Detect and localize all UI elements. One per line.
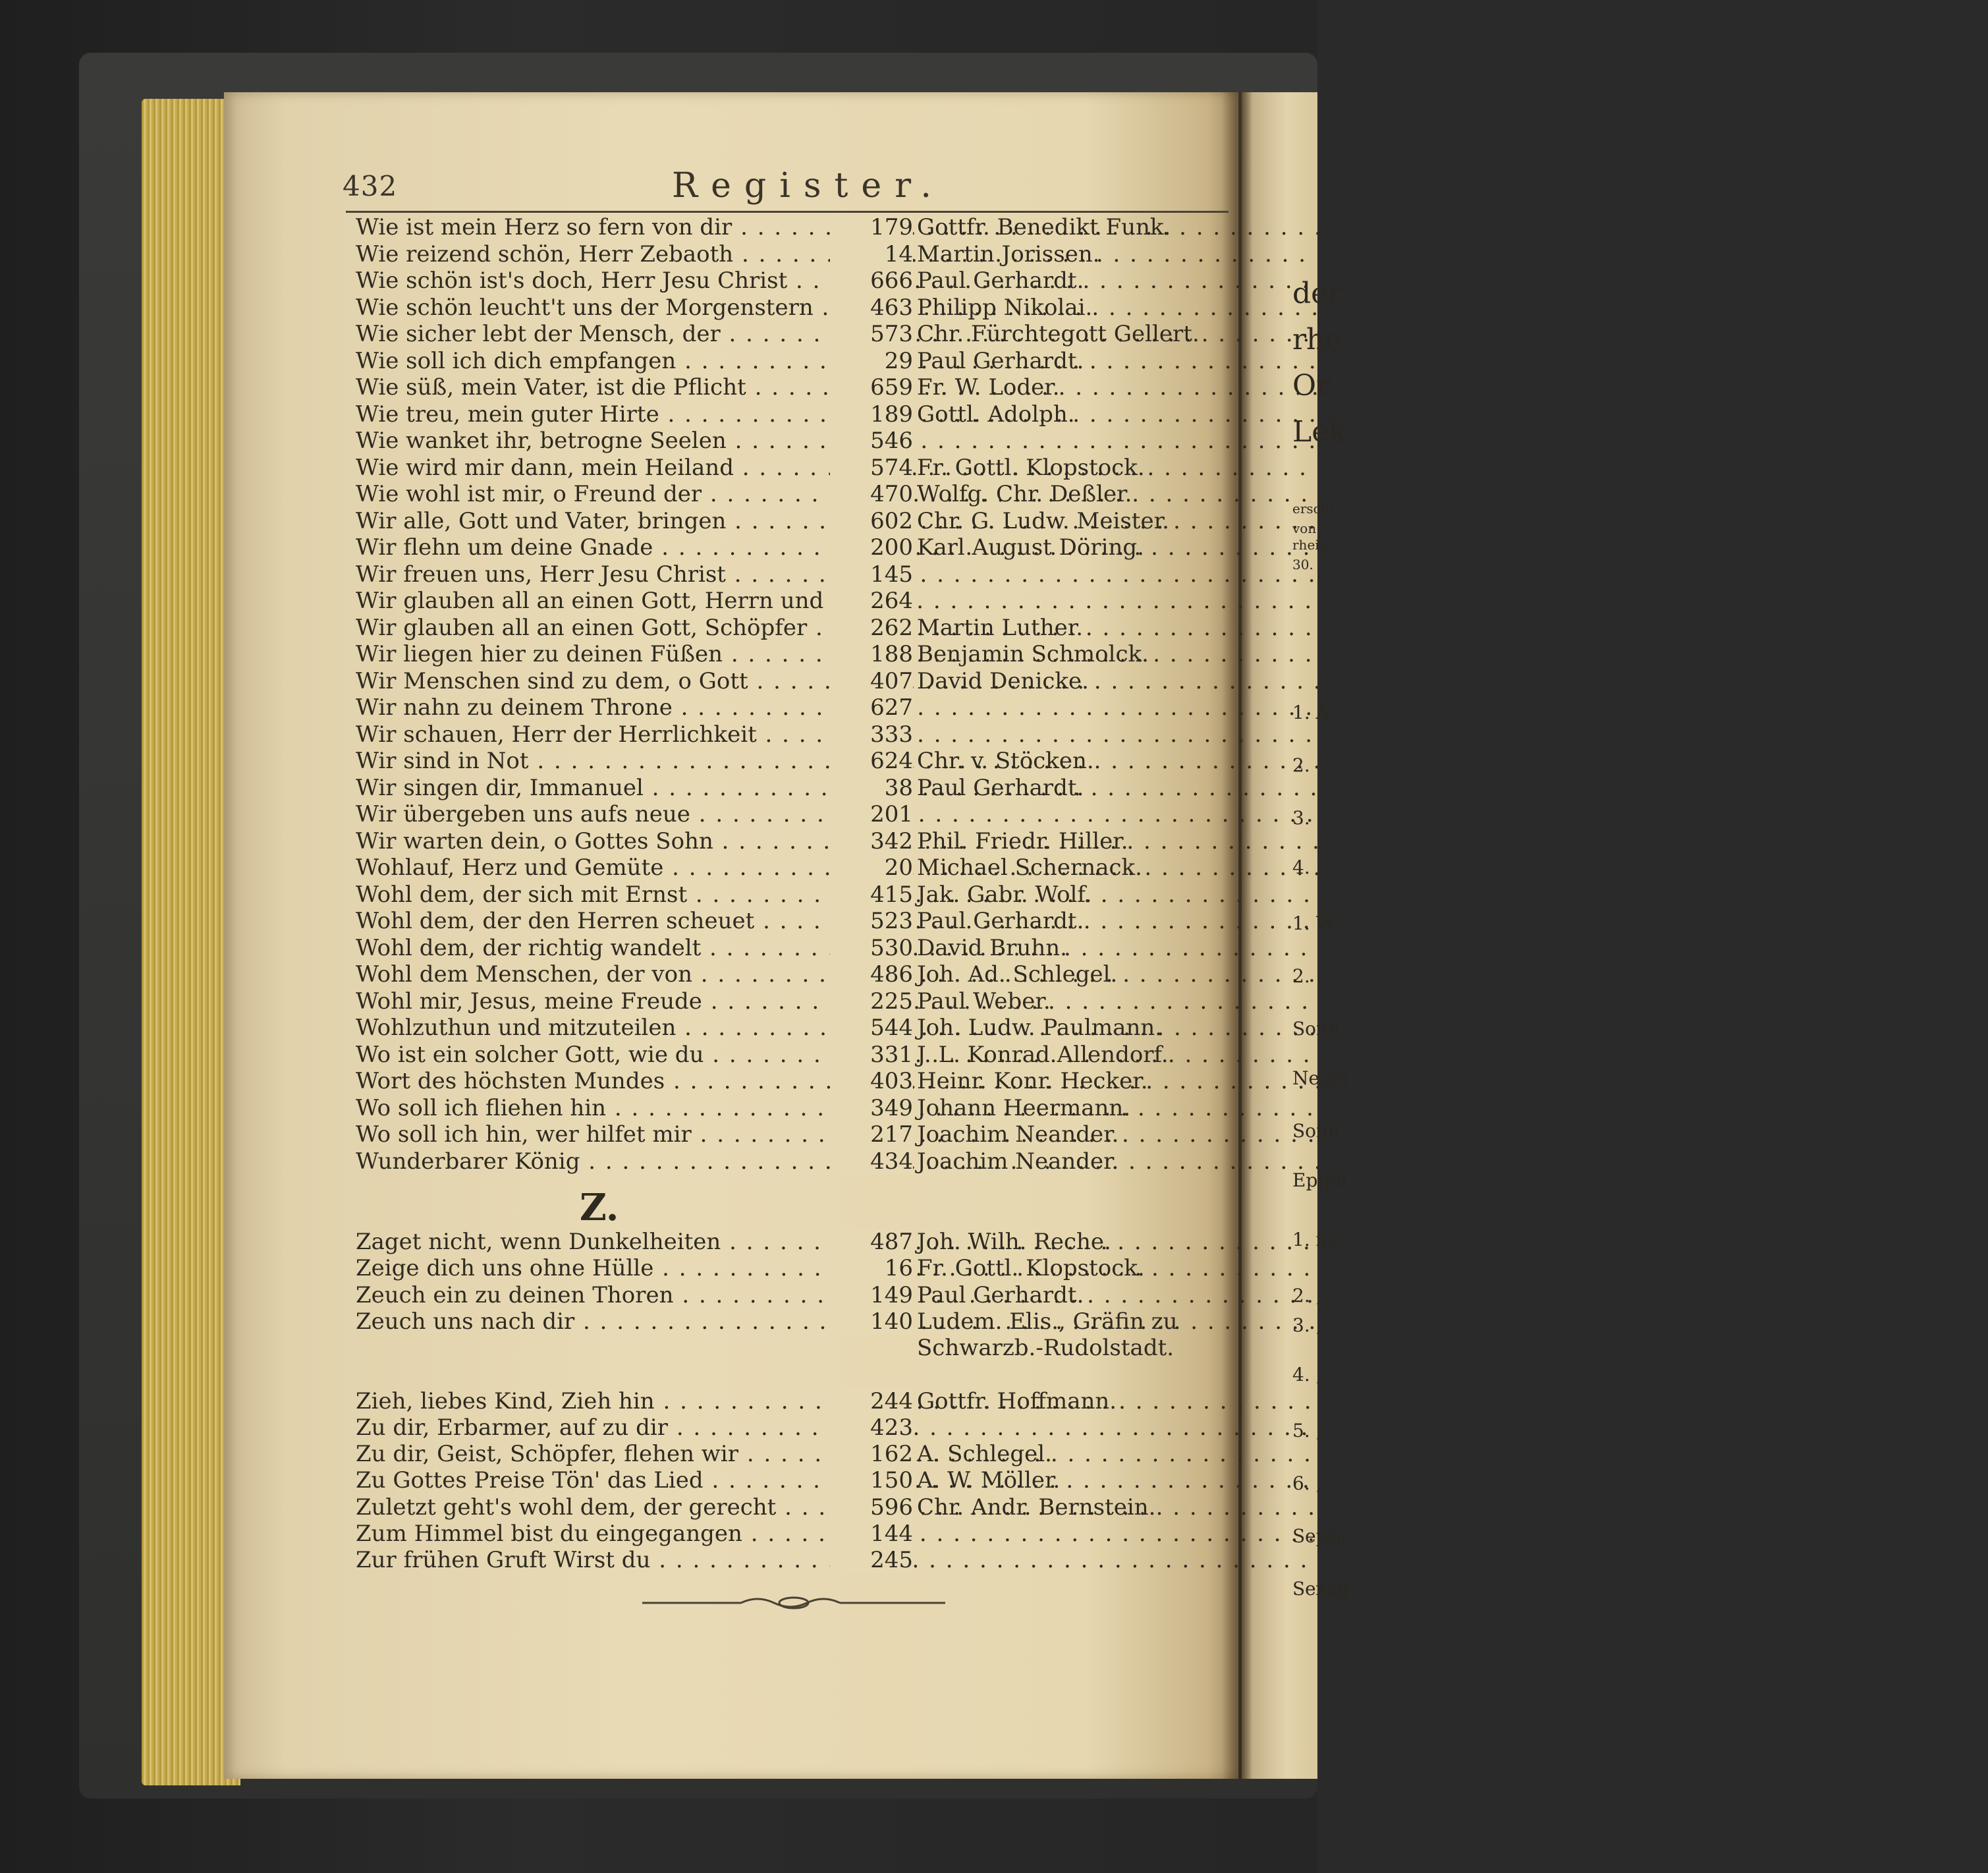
entry-title: Wie soll ich dich empfangen . . . (356, 348, 830, 374)
right-page-fragment: 2. (1292, 965, 1310, 987)
entry-number: 201 (830, 801, 913, 827)
right-page-fragment: Sonn (1292, 1120, 1340, 1142)
entry-author: Chr. G. Ludw. Meister. (917, 507, 1169, 534)
entry-title: Wie wohl ist mir, o Freund der . . . (356, 481, 830, 507)
register-entry (356, 267, 1225, 294)
entry-number: 225 (830, 988, 913, 1015)
entry-number: 145 (830, 561, 913, 588)
entry-number: 38 (830, 775, 913, 801)
entry-title: Wie süß, mein Vater, ist die Pflicht . . . (356, 374, 830, 401)
entry-number: 574 (830, 455, 913, 481)
entry-number: 423 (830, 1414, 913, 1441)
entry-number: 16 (830, 1255, 913, 1281)
entry-number: 659 (830, 374, 913, 401)
entry-title: Zieh, liebes Kind, Zieh hin . . . (356, 1388, 830, 1414)
entry-author: Paul Gerhardt. (917, 267, 1084, 294)
entry-author: J. L. Konrad Allendorf. (917, 1041, 1169, 1068)
right-page-fragment: erschi (1292, 501, 1334, 517)
entry-author: Chr. Andr. Bernstein. (917, 1494, 1156, 1521)
entry-author: Fr. Gottl. Klopstock. (917, 454, 1145, 481)
register-entry (356, 455, 1225, 481)
entry-title: Wie ist mein Herz so fern von dir . . . (356, 214, 830, 240)
entry-number: 544 (830, 1015, 913, 1041)
right-page-fragment: 30. (1292, 557, 1313, 573)
entry-number: 434 (830, 1148, 913, 1175)
entry-number: 14 (830, 241, 913, 267)
entry-number: 415 (830, 881, 913, 908)
entry-number: 162 (830, 1441, 913, 1467)
entry-title: Wir flehn um deine Gnade . . . (356, 534, 830, 561)
entry-title: Wir übergeben uns aufs neue . . . (356, 801, 830, 827)
page-number: 432 (343, 170, 398, 202)
register-entry (356, 481, 1225, 507)
entry-number: 200 (830, 534, 913, 561)
register-entry (356, 588, 1225, 614)
entry-title: Wohl dem, der richtig wandelt . . . (356, 935, 830, 961)
register-entry (356, 1521, 1225, 1547)
entry-number: 188 (830, 641, 913, 667)
register-entry (356, 401, 1225, 428)
entry-title: Zeuch ein zu deinen Thoren . . . (356, 1282, 830, 1308)
entry-author: Philipp Nikolai. (917, 294, 1093, 321)
entry-author: Paul Weber. (917, 988, 1051, 1015)
register-entry (356, 1441, 1225, 1467)
right-page-fragment: 6. „ (1292, 1472, 1326, 1494)
entry-title: Zur frühen Gruft Wirst du . . . (356, 1547, 830, 1573)
entry-number: 463 (830, 294, 913, 321)
entry-author: Joachim Neander. (917, 1148, 1119, 1175)
entry-author: Chr. Fürchtegott Gellert. (917, 321, 1200, 347)
register-entry (356, 1255, 1225, 1281)
entry-author: Martin Jorissen. (917, 240, 1100, 267)
entry-title: Wo ist ein solcher Gott, wie du . . . (356, 1042, 830, 1068)
ornament-divider (642, 1593, 945, 1613)
entry-number: 244 (830, 1388, 913, 1414)
register-entry (356, 881, 1225, 908)
register-entry (356, 241, 1225, 267)
entry-title: Wie schön leucht't uns der Morgenstern . . . (356, 294, 830, 321)
entry-title: Zu dir, Geist, Schöpfer, flehen wir . . . (356, 1441, 830, 1467)
entry-author: Michael Schernack. (917, 854, 1142, 881)
right-page-fragment: 4. „ (1292, 1364, 1326, 1385)
register-entry (356, 1042, 1225, 1068)
entry-title: Wie schön ist's doch, Herr Jesu Christ . . . (356, 267, 830, 294)
entry-number: 523 (830, 908, 913, 934)
entry-author: Gottfr. Benedikt Funk. (917, 214, 1171, 240)
section-heading: Z. (580, 1186, 619, 1229)
entry-number: 486 (830, 961, 913, 988)
register-entry (356, 1494, 1225, 1521)
entry-author: Johann Heermann. (917, 1094, 1131, 1121)
entry-title: Wo soll ich fliehen hin . . . (356, 1095, 830, 1121)
register-entry (356, 1015, 1225, 1041)
entry-number: 530 (830, 935, 913, 961)
entry-title: Wir Menschen sind zu dem, o Gott . . . (356, 668, 830, 694)
register-entry (356, 854, 1225, 881)
entry-number: 666 (830, 267, 913, 294)
entry-author: Wolfg. Chr. Deßler. (917, 481, 1132, 507)
entry-author: Chr. v. Stöcken. (917, 748, 1094, 774)
right-page-fragment: 2. „ (1292, 1285, 1326, 1306)
entry-author: Ludem. Elis., Gräfin zu (917, 1308, 1178, 1335)
register-entry (356, 1282, 1225, 1308)
right-page-fragment: 1. A (1292, 702, 1329, 723)
entry-number: 403 (830, 1068, 913, 1094)
entry-number: 264 (830, 588, 913, 614)
entry-author: Gottl. Adolph. (917, 401, 1075, 428)
entry-number: 179 (830, 214, 913, 240)
register-entry (356, 534, 1225, 561)
entry-number: 602 (830, 508, 913, 534)
entry-author: Phil. Friedr. Hiller. (917, 827, 1128, 854)
register-entry (356, 988, 1225, 1015)
entry-author: Martin Luther. (917, 614, 1084, 641)
entry-author: Joh. Wilh. Reche. (917, 1229, 1111, 1255)
entry-title: Wohlzuthun und mitzuteilen . . . (356, 1015, 830, 1041)
right-page-fragment: der (1292, 277, 1342, 310)
page-title: Register. (672, 166, 945, 206)
entry-title: Wir glauben all an einen Gott, Herrn und . . . (356, 588, 830, 614)
entry-title: Wie reizend schön, Herr Zebaoth . . . (356, 241, 830, 267)
register-entry (356, 1148, 1225, 1175)
entry-title: Wir liegen hier zu deinen Füßen . . . (356, 641, 830, 667)
entry-number: 245 (830, 1547, 913, 1573)
entry-title: Wie treu, mein guter Hirte . . . (356, 401, 830, 428)
entry-title: Wohl mir, Jesus, meine Freude . . . (356, 988, 830, 1015)
register-entry (356, 775, 1225, 801)
entry-number: 349 (830, 1095, 913, 1121)
entry-author: Fr. Gottl. Klopstock. (917, 1255, 1145, 1282)
register-entry (356, 1121, 1225, 1148)
right-page-fragment: rhe (1292, 323, 1342, 356)
entry-number: 407 (830, 668, 913, 694)
register-entry (356, 348, 1225, 374)
entry-author: David Denicke. (917, 667, 1089, 694)
entry-title: Wohl dem, der sich mit Ernst . . . (356, 881, 830, 908)
register-entry (356, 828, 1225, 854)
right-page-fragment: 2. (1292, 754, 1310, 776)
register-entry (356, 908, 1225, 934)
right-page-fragment: Sexag (1292, 1578, 1350, 1600)
entry-number: 333 (830, 721, 913, 748)
entry-title: Zeuch uns nach dir . . . (356, 1308, 830, 1335)
right-page-fragment: 3. „ (1292, 1314, 1326, 1336)
register-entry (356, 561, 1225, 588)
entry-author: A. Schlegel. (917, 1441, 1052, 1468)
entry-number: 20 (830, 854, 913, 881)
entry-number: 470 (830, 481, 913, 507)
entry-number: 29 (830, 348, 913, 374)
entry-number: 189 (830, 401, 913, 428)
register-entry (356, 668, 1225, 694)
entry-author: David Bruhn. (917, 934, 1067, 961)
entry-number: 573 (830, 321, 913, 347)
entry-number: 596 (830, 1494, 913, 1521)
register-entry (356, 1547, 1225, 1573)
entry-title: Wir warten dein, o Gottes Sohn . . . (356, 828, 830, 854)
entry-author: Joh. Ad. Schlegel. (917, 961, 1118, 988)
entry-author: Joh. Ludw. Paulmann. (917, 1015, 1163, 1041)
register-entry (356, 1467, 1225, 1494)
entry-number: 627 (830, 694, 913, 721)
entry-title: Wunderbarer König . . . (356, 1148, 830, 1175)
register-entry (356, 374, 1225, 401)
entry-author: Gottfr. Hoffmann. (917, 1387, 1117, 1414)
entry-title: Zuletzt geht's wohl dem, der gerecht . . . (356, 1494, 830, 1521)
entry-title: Wort des höchsten Mundes . . . (356, 1068, 830, 1094)
entry-author: Jak. Gabr. Wolf. (917, 881, 1092, 908)
entry-author: Joachim Neander. (917, 1121, 1119, 1148)
right-page-fragment: 5. „ (1292, 1420, 1326, 1441)
entry-number: 331 (830, 1042, 913, 1068)
entry-author: Heinr. Konr. Hecker. (917, 1068, 1148, 1094)
register-entry (356, 641, 1225, 667)
header-rule (346, 211, 1229, 213)
register-entry (356, 801, 1225, 827)
entry-title: Zu Gottes Preise Tön' das Lied . . . (356, 1467, 830, 1494)
entry-number: 217 (830, 1121, 913, 1148)
entry-title: Wie wird mir dann, mein Heiland . . . (356, 455, 830, 481)
entry-number: 342 (830, 828, 913, 854)
register-entry (356, 1308, 1225, 1335)
right-page-fragment: 1. W (1292, 912, 1335, 934)
entry-title: Zeige dich uns ohne Hülle . . . (356, 1255, 830, 1281)
entry-title: Wir glauben all an einen Gott, Schöpfer . . . (356, 615, 830, 641)
right-page-fragment: rhein. (1292, 537, 1332, 553)
entry-title: Wir freuen uns, Herr Jesu Christ . . . (356, 561, 830, 588)
entry-number: 150 (830, 1467, 913, 1494)
register-entry (356, 1388, 1225, 1414)
entry-author: Paul Gerhardt. (917, 347, 1084, 374)
entry-title: Wie sicher lebt der Mensch, der . . . (356, 321, 830, 347)
entry-number: 140 (830, 1308, 913, 1335)
right-page-fragment: Lek (1292, 415, 1346, 449)
entry-title: Zaget nicht, wenn Dunkelheiten . . . (356, 1229, 830, 1255)
entry-author-line2: Schwarzb.-Rudolstadt. (917, 1335, 1174, 1362)
register-entry (356, 721, 1225, 748)
entry-title: Zu dir, Erbarmer, auf zu dir . . . (356, 1414, 830, 1441)
entry-number: 624 (830, 748, 913, 774)
register-entry (356, 1229, 1225, 1255)
entry-author: Paul Gerhardt. (917, 774, 1084, 801)
entry-number: 144 (830, 1521, 913, 1547)
register-entry (356, 294, 1225, 321)
entry-title: Wie wanket ihr, betrogne Seelen . . . (356, 428, 830, 454)
right-page-fragment: Epiph (1292, 1169, 1348, 1191)
entry-title: Wir schauen, Herr der Herrlichkeit . . . (356, 721, 830, 748)
right-page-fragment: Septu (1292, 1525, 1347, 1547)
right-page-fragment: Neuja (1292, 1067, 1348, 1089)
register-entry (356, 214, 1225, 240)
right-page-fragment: 3. (1292, 807, 1310, 829)
entry-author: Paul Gerhardt. (917, 908, 1084, 934)
register-entry (356, 321, 1225, 347)
register-entry (356, 615, 1225, 641)
entry-title: Wohl dem, der den Herren scheuet . . . (356, 908, 830, 934)
register-entry (356, 935, 1225, 961)
entry-title: Zum Himmel bist du eingegangen . . . (356, 1521, 830, 1547)
entry-title: Wir alle, Gott und Vater, bringen . . . (356, 508, 830, 534)
register-entry-continued (356, 1335, 1225, 1361)
entry-title: Wo soll ich hin, wer hilfet mir . . . (356, 1121, 830, 1148)
register-entry (356, 508, 1225, 534)
entry-number: 546 (830, 428, 913, 454)
entry-author: Paul Gerhardt. (917, 1281, 1084, 1308)
entry-title: Wir nahn zu deinem Throne . . . (356, 694, 830, 721)
entry-author: Karl August Döring. (917, 534, 1144, 561)
register-entry (356, 961, 1225, 988)
right-page-fragment: von (1292, 520, 1317, 536)
entry-author: Fr. W. Loder. (917, 374, 1060, 401)
entry-title: Wohlauf, Herz und Gemüte . . . (356, 854, 830, 881)
register-entry (356, 1414, 1225, 1441)
entry-number: 487 (830, 1229, 913, 1255)
entry-author: Benjamin Schmolck. (917, 641, 1149, 667)
register-entry (356, 748, 1225, 774)
right-page-fragment: Sonn (1292, 1018, 1340, 1040)
register-entry (356, 694, 1225, 721)
right-page-fragment: Or (1292, 369, 1331, 403)
entry-title: Wir singen dir, Immanuel . . . (356, 775, 830, 801)
register-entry (356, 1095, 1225, 1121)
entry-title: Wohl dem Menschen, der von . . . (356, 961, 830, 988)
entry-number: 262 (830, 615, 913, 641)
register-entry (356, 428, 1225, 454)
entry-title: Wir sind in Not . . . (356, 748, 830, 774)
right-page-fragment: 4. (1292, 856, 1310, 878)
entry-author: A. W. Möller. (917, 1467, 1061, 1494)
register-entry (356, 1068, 1225, 1094)
right-page-fragment: 1. na (1292, 1229, 1339, 1250)
entry-number: 149 (830, 1282, 913, 1308)
